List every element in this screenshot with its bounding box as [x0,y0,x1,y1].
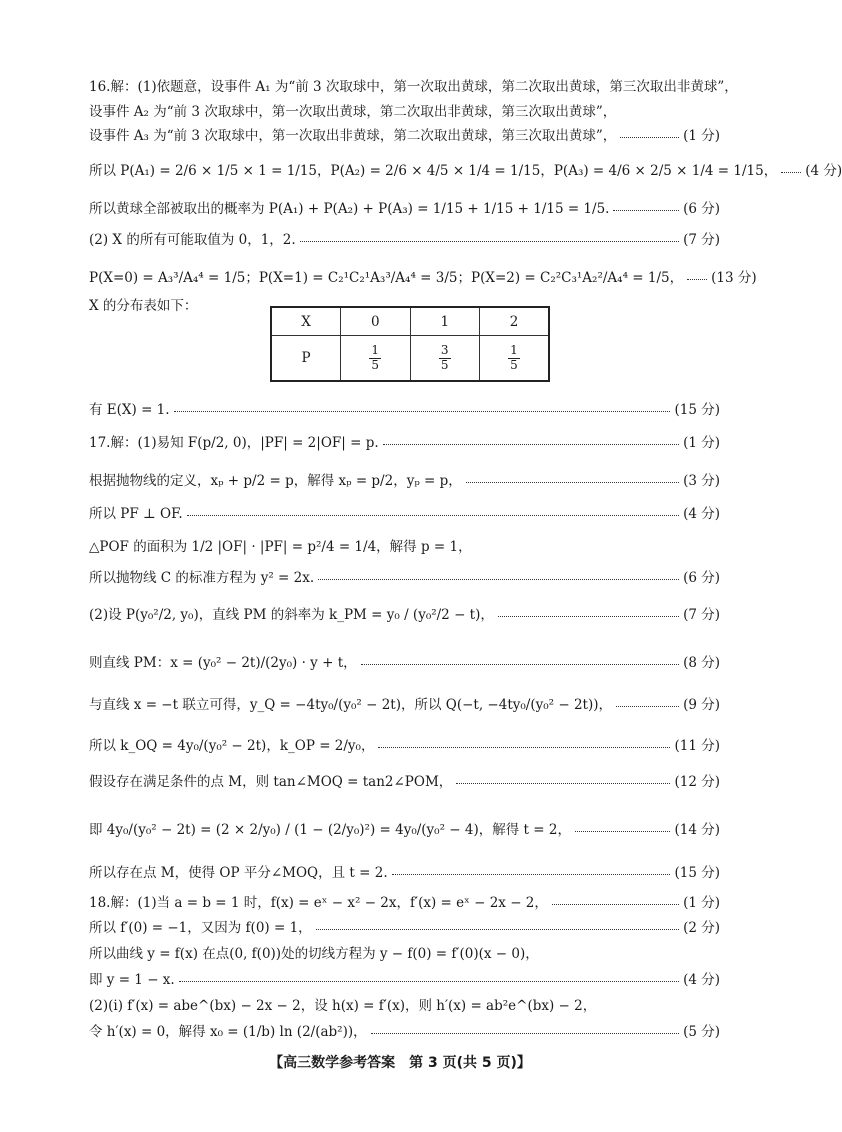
answer-line [89,770,720,790]
line-text: 有 E(X) = 1. [89,402,170,418]
answer-line [89,566,720,586]
leader-dots [316,929,679,930]
answer-line [89,916,720,936]
leader-dots [687,279,707,280]
answer-line [89,942,720,962]
leader-dots [361,664,679,665]
score-mark: (1 分) [683,895,720,911]
score-mark: (15 分) [674,402,720,418]
answer-line [89,535,720,555]
score-mark: (9 分) [683,697,720,713]
leader-dots [498,616,679,617]
leader-dots [179,981,679,982]
answer-line [89,1020,720,1040]
leader-dots [187,515,679,516]
score-mark: (1 分) [683,128,720,144]
answer-line [89,502,720,522]
answer-line [89,398,720,418]
answer-line [89,603,720,623]
score-mark: (1 分) [683,435,720,451]
fraction-numerator: 1 [371,343,380,358]
line-text: X 的分布表如下： [89,298,198,314]
answer-line [89,431,720,451]
answer-line [89,818,720,838]
answer-line [89,266,757,286]
page-footer: 【高三数学参考答案 第 3 页(共 5 页)】 [269,1055,531,1071]
line-text: 所以曲线 y = f(x) 在点(0, f(0))处的切线方程为 y − f(0) = f′(0)(x − 0)， [89,946,539,962]
answer-line [89,469,720,489]
line-text: 令 h′(x) = 0，解得 x₀ = (1/b) ln (2/(ab²))， [89,1024,367,1040]
line-text: △POF 的面积为 1/2 |OF| · |PF| = p²/4 = 1/4，解得 p = 1， [89,539,472,555]
leader-dots [613,210,679,211]
score-mark: (4 分) [683,972,720,988]
line-text: (2)设 P(y₀²/2, y₀)，直线 PM 的斜率为 k_PM = y₀ / (y₀²/2 − t)， [89,607,494,623]
table-cell: 1 [410,307,480,336]
line-text: 17.解：(1)易知 F(p/2, 0)，|PF| = 2|OF| = p. [89,435,379,451]
table-row [271,307,549,336]
line-text: P(X=0) = A₃³/A₄⁴ = 1/5；P(X=1) = C₂¹C₂¹A₃³/A₄⁴ = 3/5；P(X=2) = C₂²C₃¹A₂²/A₄⁴ = 1/5， [89,270,684,286]
line-text: 18.解：(1)当 a = b = 1 时，f(x) = eˣ − x² − 2x，f′(x) = eˣ − 2x − 2， [89,895,548,911]
answer-line [89,124,720,144]
leader-dots [456,783,670,784]
line-text: 假设存在满足条件的点 M，则 tan∠MOQ = tan2∠POM， [89,774,453,790]
leader-dots [174,411,671,412]
table-cell: 2 [480,307,550,336]
leader-dots [383,444,679,445]
leader-dots [466,482,679,483]
answer-line [89,159,842,179]
score-mark: (14 分) [674,822,720,838]
line-text: 所以存在点 M，使得 OP 平分∠MOQ，且 t = 2. [89,865,388,881]
answer-line [89,100,720,120]
line-text: 所以黄球全部被取出的概率为 P(A₁) + P(A₂) + P(A₃) = 1/15 + 1/15 + 1/15 = 1/5. [89,201,610,217]
score-mark: (6 分) [683,201,720,217]
score-mark: (6 分) [683,570,720,586]
score-mark: (12 分) [674,774,720,790]
answer-line [89,994,720,1014]
leader-dots [300,241,679,242]
score-mark: (2 分) [683,920,720,936]
line-text: 根据抛物线的定义，xₚ + p/2 = p，解得 xₚ = p/2，yₚ = p， [89,473,462,489]
table-cell: 0 [341,307,411,336]
answer-line [89,861,720,881]
leader-dots [378,747,670,748]
fraction [508,344,520,371]
fraction-denominator: 5 [440,357,449,372]
score-mark: (15 分) [674,865,720,881]
answer-line [89,197,720,217]
line-text: 所以 PF ⊥ OF. [89,506,183,522]
leader-dots [552,904,679,905]
table-cell [341,336,411,381]
line-text: 即 4y₀/(y₀² − 2t) = (2 × 2/y₀) / (1 − (2/y₀)²) = 4y₀/(y₀² − 4)，解得 t = 2， [89,822,571,838]
score-mark: (7 分) [683,607,720,623]
line-text: 16.解：(1)依题意，设事件 A₁ 为“前 3 次取球中，第一次取出黄球，第二次取出黄球，第三次取出非黄球”， [89,79,738,95]
answer-line [89,693,720,713]
answer-line [89,968,720,988]
fraction-denominator: 5 [371,357,380,372]
fraction [369,344,381,371]
fraction [439,344,451,371]
score-mark: (4 分) [805,163,842,179]
score-mark: (5 分) [683,1024,720,1040]
line-text: 所以 f′(0) = −1，又因为 f(0) = 1， [89,920,312,936]
table-cell [410,336,480,381]
line-text: 所以 k_OQ = 4y₀/(y₀² − 2t)，k_OP = 2/y₀， [89,738,375,754]
leader-dots [616,706,679,707]
answer-line [89,228,720,248]
fraction-denominator: 5 [510,357,518,372]
leader-dots [781,172,801,173]
line-text: 设事件 A₂ 为“前 3 次取球中，第一次取出黄球，第二次取出非黄球，第三次取出黄球”， [89,104,617,120]
score-mark: (11 分) [674,738,720,754]
fraction-numerator: 1 [510,343,518,358]
leader-dots [318,579,679,580]
table-cell: P [271,336,341,381]
answer-line [89,891,720,911]
answer-line [89,75,738,95]
line-text: 所以 P(A₁) = 2/6 × 1/5 × 1 = 1/15，P(A₂) = 2/6 × 4/5 × 1/4 = 1/15，P(A₃) = 4/6 × 2/5 × 1/4 = 1/15， [89,163,778,179]
table-cell [480,336,550,381]
line-text: 与直线 x = −t 联立可得，y_Q = −4ty₀/(y₀² − 2t)，所以 Q(−t, −4ty₀/(y₀² − 2t))， [89,697,612,713]
leader-dots [575,831,671,832]
fraction-numerator: 3 [440,343,449,358]
score-mark: (7 分) [683,232,720,248]
score-mark: (3 分) [683,473,720,489]
line-text: 设事件 A₃ 为“前 3 次取球中，第一次取出非黄球，第二次取出黄球，第三次取出黄球”， [89,128,617,144]
leader-dots [620,137,679,138]
table-cell: X [271,307,341,336]
line-text: 即 y = 1 − x. [89,972,175,988]
score-mark: (13 分) [711,270,757,286]
distribution-table [270,306,550,382]
answer-line [89,734,720,754]
line-text: 所以抛物线 C 的标准方程为 y² = 2x. [89,570,315,586]
line-text: (2) X 的所有可能取值为 0，1，2. [89,232,296,248]
leader-dots [371,1033,679,1034]
line-text: 则直线 PM：x = (y₀² − 2t)/(2y₀) · y + t， [89,655,357,671]
line-text: (2)(i) f′(x) = abe^(bx) − 2x − 2，设 h(x) = f′(x)，则 h′(x) = ab²e^(bx) − 2， [89,998,597,1014]
table-row [271,336,549,381]
score-mark: (4 分) [683,506,720,522]
score-mark: (8 分) [683,655,720,671]
leader-dots [392,874,671,875]
answer-line [89,651,720,671]
